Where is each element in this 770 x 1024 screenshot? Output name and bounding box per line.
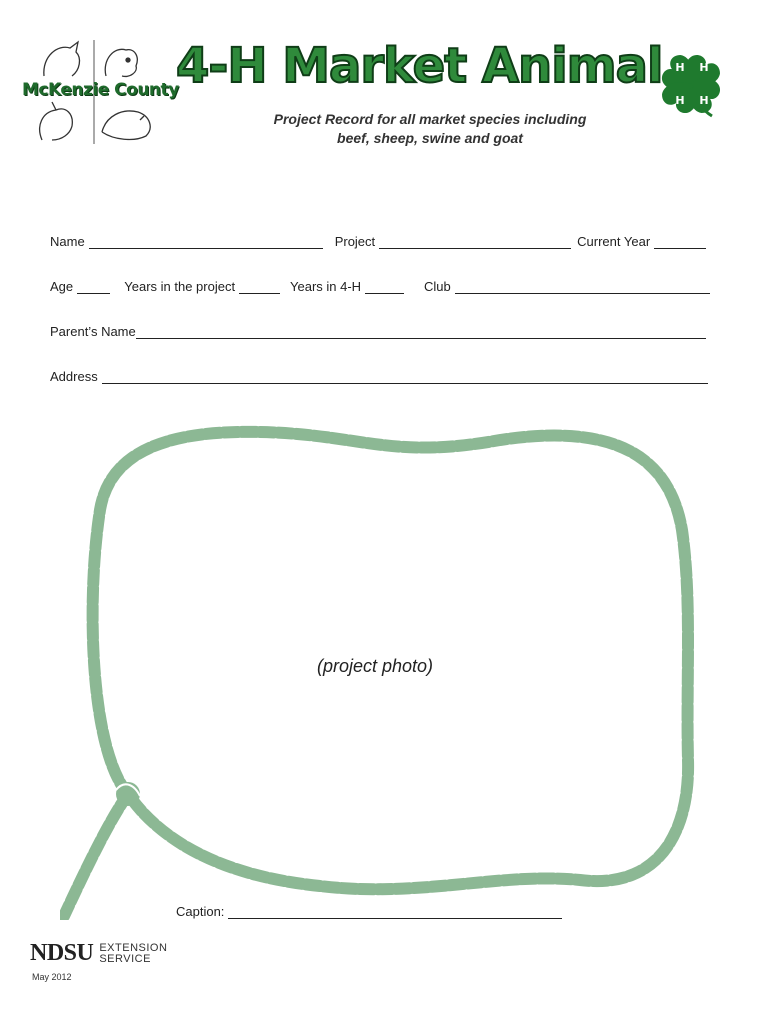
service-label: SERVICE: [99, 952, 151, 965]
ndsu-wordmark: NDSU: [30, 940, 94, 966]
subtitle-line-2: beef, sheep, swine and goat: [337, 130, 523, 146]
age-label: Age: [50, 279, 74, 294]
form-row-address: [50, 369, 710, 384]
years-in-4h-label: Years in 4-H: [290, 279, 362, 294]
extension-label: EXTENSION: [99, 941, 168, 954]
clover-letter: H: [675, 94, 685, 107]
form-row-parent: [50, 324, 710, 339]
club-label: Club: [424, 279, 451, 294]
clover-letter: H: [699, 94, 709, 107]
ndsu-logo: [30, 940, 167, 967]
age-field[interactable]: [77, 281, 110, 294]
current-year-label: Current Year: [577, 234, 651, 249]
project-photo-placeholder: (project photo): [316, 656, 434, 676]
years-in-project-label: Years in the project: [124, 279, 236, 294]
caption-field[interactable]: [228, 906, 562, 919]
project-label: Project: [334, 234, 376, 249]
goat-head-icon: [40, 102, 73, 140]
name-label: Name: [50, 234, 85, 249]
caption-row: [176, 904, 562, 919]
clover-letter: H: [675, 61, 685, 74]
address-label: Address: [50, 369, 98, 384]
sheep-head-icon: [105, 49, 137, 76]
extension-service-label: [99, 943, 167, 965]
cow-head-icon: [44, 42, 80, 76]
subtitle-line-1: Project Record for all market species including: [273, 111, 587, 127]
parents-name-field[interactable]: [136, 326, 706, 339]
years-in-project-field[interactable]: [239, 281, 280, 294]
four-leaf-clover-icon: [652, 44, 730, 132]
county-name: McKenzie County: [22, 80, 179, 100]
years-in-4h-field[interactable]: [365, 281, 404, 294]
name-field[interactable]: [89, 236, 323, 249]
clover-letter: H: [699, 61, 709, 74]
project-field[interactable]: [379, 236, 571, 249]
club-field[interactable]: [455, 281, 710, 294]
current-year-field[interactable]: [654, 236, 706, 249]
form-row-name: [50, 234, 710, 249]
pig-head-icon: [102, 111, 150, 140]
page-title: 4-H Market Animal: [176, 38, 663, 94]
publication-date: May 2012: [32, 972, 72, 982]
address-field[interactable]: [102, 371, 708, 384]
parents-name-label: Parent’s Name: [50, 324, 136, 339]
subtitle: [220, 110, 640, 148]
caption-label: Caption:: [176, 904, 225, 919]
form-row-age: [50, 279, 710, 294]
